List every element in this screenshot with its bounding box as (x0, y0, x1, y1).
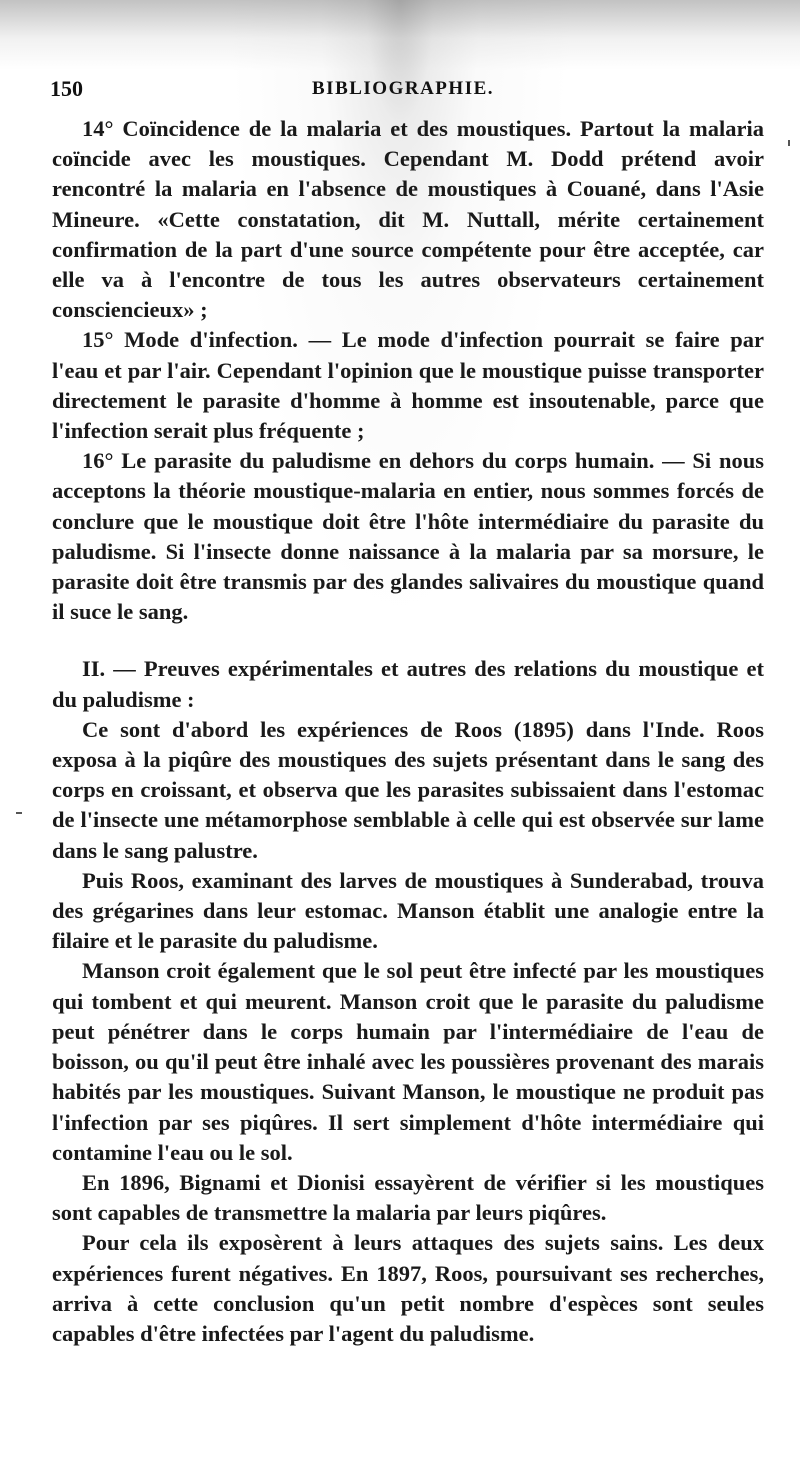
paragraph-coincidence: 14° Coïncidence de la malaria et des moustiques. Partout la malaria coïncide avec les moustiques. Cependant M. Dodd prétend avoir rencontré la malaria en l'absence de moustiques à Couané, dans l'Asie Mineure. «Cette constatation, dit M. Nuttall, mérite certainement confirmation de la part d'une source compétente pour être acceptée, car elle va à l'encontre de tous les autres observateurs certainement consciencieux» ; (52, 116, 764, 323)
scan-speck (16, 812, 22, 814)
paragraph-mode-infection: 15° Mode d'infection. — Le mode d'infection pourrait se faire par l'eau et par l'air. Cependant l'opinion que le moustique puisse transporter directement le parasite d'homme à homme est insoutenable, parce que l'infection serait plus fréquente ; (52, 327, 764, 444)
scan-shadow (0, 0, 800, 70)
paragraph-bignami: En 1896, Bignami et Dionisi essayèrent de vérifier si les moustiques sont capables de transmettre la malaria par leurs piqûres. (52, 1169, 764, 1226)
paragraph-roos-larves: Puis Roos, examinant des larves de moustiques à Sunderabad, trouva des grégarines dans leur estomac. Manson établit une analogie entre la filaire et le parasite du paludisme. (52, 867, 764, 954)
scan-speck (788, 140, 790, 146)
paragraph-manson: Manson croit également que le sol peut être infecté par les moustiques qui tombent et qui meurent. Manson croit que le parasite du paludisme peut pénétrer dans le corps humain par l'intermédiaire de l'eau de boisson, ou qu'il peut être inhalé avec les poussières provenant des marais habités par les moustiques. Suivant Manson, le moustique ne produit pas l'infection par ses piqûres. Il sert simplement d'hôte intermédiaire qui contamine l'eau ou le sol. (52, 958, 764, 1165)
paragraph-experiences-negatives: Pour cela ils exposèrent à leurs attaques des sujets sains. Les deux expériences furent négatives. En 1897, Roos, poursuivant ses recherches, arriva à cette conclusion qu'un petit nombre d'espèces sont seules capables d'être infectées par l'agent du paludisme. (52, 1230, 764, 1346)
section-heading-preuves: II. — Preuves expérimentales et autres des relations du moustique et du paludisme : (52, 656, 764, 712)
running-title: BIBLIOGRAPHIE. (312, 78, 495, 99)
page-header (50, 68, 750, 108)
paragraph-roos-experiences: Ce sont d'abord les expériences de Roos (1895) dans l'Inde. Roos exposa à la piqûre des moustiques des sujets présentant dans le sang des corps en croissant, et observa que les parasites subissaient dans l'estomac de l'insecte une métamorphose semblable à celle qui est observée sur lame dans le sang palustre. (52, 716, 764, 863)
paragraph-parasite: 16° Le parasite du paludisme en dehors du corps humain. — Si nous acceptons la théorie moustique-malaria en entier, nous sommes forcés de conclure que le moustique doit être l'hôte intermédiaire du parasite du paludisme. Si l'insecte donne naissance à la malaria par sa morsure, le parasite doit être transmis par des glandes salivaires du moustique quand il suce le sang. (52, 448, 764, 625)
page-body (52, 114, 764, 1349)
page-number: 150 (50, 76, 83, 101)
